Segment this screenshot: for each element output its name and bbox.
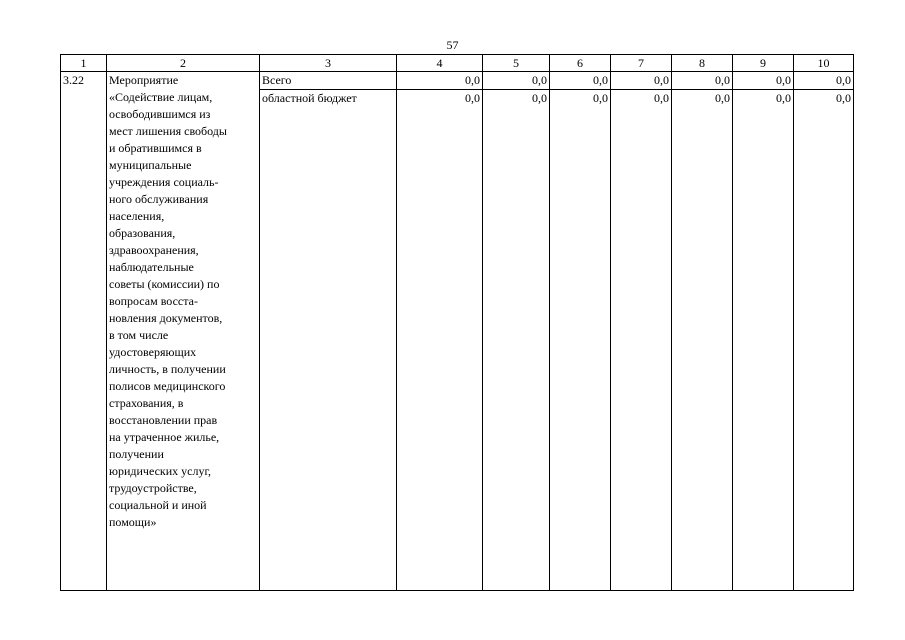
value-cell: 0,0 xyxy=(672,90,733,591)
column-header: 8 xyxy=(672,55,733,72)
funding-table xyxy=(60,54,854,591)
value-cell: 0,0 xyxy=(397,72,483,90)
value-cell: 0,0 xyxy=(794,90,854,591)
value-cell: 0,0 xyxy=(611,90,672,591)
value-cell: 0,0 xyxy=(483,72,550,90)
page-number: 57 xyxy=(446,38,459,52)
value-cell: 0,0 xyxy=(397,90,483,591)
value-cell: 0,0 xyxy=(611,72,672,90)
column-header: 9 xyxy=(733,55,794,72)
column-header: 2 xyxy=(107,55,260,72)
column-header: 1 xyxy=(61,55,107,72)
header-row xyxy=(61,55,854,72)
table-row xyxy=(61,72,854,90)
column-header: 6 xyxy=(550,55,611,72)
item-code: 3.22 xyxy=(61,72,107,591)
column-header: 3 xyxy=(260,55,397,72)
column-header: 5 xyxy=(483,55,550,72)
value-cell: 0,0 xyxy=(672,72,733,90)
value-cell: 0,0 xyxy=(794,72,854,90)
value-cell: 0,0 xyxy=(550,72,611,90)
column-header: 4 xyxy=(397,55,483,72)
value-cell: 0,0 xyxy=(733,72,794,90)
value-cell: 0,0 xyxy=(733,90,794,591)
column-header: 10 xyxy=(794,55,854,72)
value-cell: 0,0 xyxy=(483,90,550,591)
funding-source: областной бюджет xyxy=(260,90,397,591)
item-description: Мероприятие «Содействие лицам, освободившимся из мест лишения свободы и обратившимся в муниципальные учреждения социаль- ного обслуживания населения, образования, здравоохранения, наблюдательные советы (комиссии) по вопросам восста- новления документов, в том числе удостоверяющих личность, в получении полисов медицинского страхования, в восстановлении прав на утраченное жилье, получении юридических услуг, трудоустройстве, социальной и иной помощи» xyxy=(107,72,260,591)
value-cell: 0,0 xyxy=(550,90,611,591)
funding-source: Всего xyxy=(260,72,397,90)
column-header: 7 xyxy=(611,55,672,72)
